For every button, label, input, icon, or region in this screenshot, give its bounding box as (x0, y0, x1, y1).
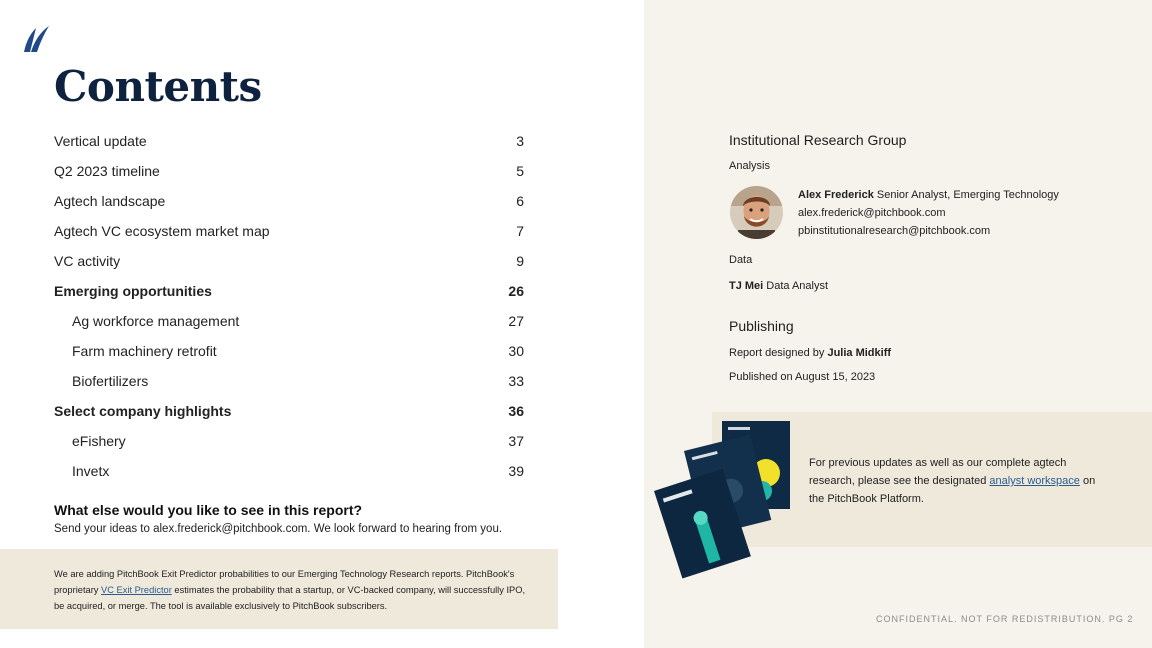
analyst-role: Senior Analyst, Emerging Technology (873, 189, 1059, 201)
toc-entry-page: 39 (508, 463, 524, 479)
research-group-heading: Institutional Research Group (729, 132, 907, 148)
workspace-promo-text (809, 454, 1109, 508)
toc-entry-page: 5 (516, 163, 524, 179)
toc-entry-page: 30 (508, 343, 524, 359)
pitchbook-logo-icon (22, 24, 50, 54)
toc-entry-label: Ag workforce management (72, 313, 240, 329)
toc-entry-label: Biofertilizers (72, 373, 149, 389)
toc-entry[interactable] (54, 369, 524, 399)
toc-entry[interactable] (54, 399, 524, 429)
designer-name: Julia Midkiff (827, 347, 892, 359)
feedback-text: Send your ideas to alex.frederick@pitchbook.com. We look forward to hearing from you. (54, 523, 503, 535)
toc-entry-label: Vertical update (54, 133, 147, 149)
toc-entry-page: 37 (508, 433, 524, 449)
page-footer: CONFIDENTIAL. NOT FOR REDISTRIBUTION. PG 2 (876, 614, 1134, 624)
vc-exit-predictor-link[interactable]: VC Exit Predictor (101, 585, 172, 595)
toc-entry[interactable] (54, 429, 524, 459)
toc-entry-label: Emerging opportunities (54, 283, 212, 299)
toc-entry-label: Agtech landscape (54, 193, 166, 209)
analyst-name: Alex Frederick (798, 189, 874, 201)
toc-entry-label: Agtech VC ecosystem market map (54, 223, 270, 239)
analyst-photo (730, 186, 783, 239)
toc-entry-label: Q2 2023 timeline (54, 163, 160, 179)
data-label: Data (729, 254, 753, 266)
note-text-part2: estimates the probability that a startup, or VC-backed company, will successfully IPO, be acquired, or merge. The tool is available exclusively to PitchBook subscribers. (54, 585, 526, 611)
analysis-label: Analysis (729, 160, 770, 172)
toc-entry[interactable] (54, 189, 524, 219)
toc-entry[interactable] (54, 459, 524, 489)
designed-by-prefix: Report designed by (729, 347, 828, 359)
toc-entry[interactable] (54, 279, 524, 309)
toc-entry-page: 26 (508, 283, 524, 299)
data-analyst-role: Data Analyst (763, 280, 829, 292)
table-of-contents (54, 129, 524, 489)
page-title: Contents (54, 62, 262, 111)
feedback-title: What else would you like to see in this report? (54, 502, 363, 518)
toc-entry[interactable] (54, 129, 524, 159)
analyst-line (798, 189, 1059, 201)
toc-entry-page: 9 (516, 253, 524, 269)
toc-entry[interactable] (54, 219, 524, 249)
toc-entry[interactable] (54, 309, 524, 339)
promo-text-part1: For previous updates as well as our complete agtech research, please see the designated (809, 457, 1067, 487)
published-date: Published on August 15, 2023 (729, 371, 876, 383)
toc-entry[interactable] (54, 249, 524, 279)
toc-entry-label: Invetx (72, 463, 110, 479)
group-email[interactable]: pbinstitutionalresearch@pitchbook.com (798, 225, 991, 237)
toc-entry-page: 27 (508, 313, 524, 329)
note-text (54, 566, 534, 614)
promo-text-part2: on the PitchBook Platform. (809, 475, 1096, 505)
toc-entry-page: 36 (508, 403, 524, 419)
publishing-heading: Publishing (729, 318, 794, 334)
report-covers-image (650, 415, 800, 580)
toc-entry[interactable] (54, 159, 524, 189)
data-analyst-name: TJ Mei (729, 280, 764, 292)
toc-entry-label: eFishery (72, 433, 126, 449)
note-text-part1: We are adding PitchBook Exit Predictor probabilities to our Emerging Technology Research reports. PitchBook's proprietary (54, 569, 515, 595)
analyst-avatar (730, 186, 783, 239)
toc-entry-label: Select company highlights (54, 403, 232, 419)
analyst-email[interactable]: alex.frederick@pitchbook.com (798, 207, 946, 219)
toc-entry-page: 3 (516, 133, 524, 149)
data-analyst-line (729, 280, 828, 292)
toc-entry-page: 33 (508, 373, 524, 389)
designed-by-line (729, 347, 891, 359)
toc-entry-label: Farm machinery retrofit (72, 343, 217, 359)
toc-entry-page: 7 (516, 223, 524, 239)
analyst-workspace-link[interactable]: analyst workspace (989, 475, 1080, 487)
toc-entry[interactable] (54, 339, 524, 369)
toc-entry-page: 6 (516, 193, 524, 209)
toc-entry-label: VC activity (54, 253, 121, 269)
exit-predictor-note (0, 549, 558, 629)
